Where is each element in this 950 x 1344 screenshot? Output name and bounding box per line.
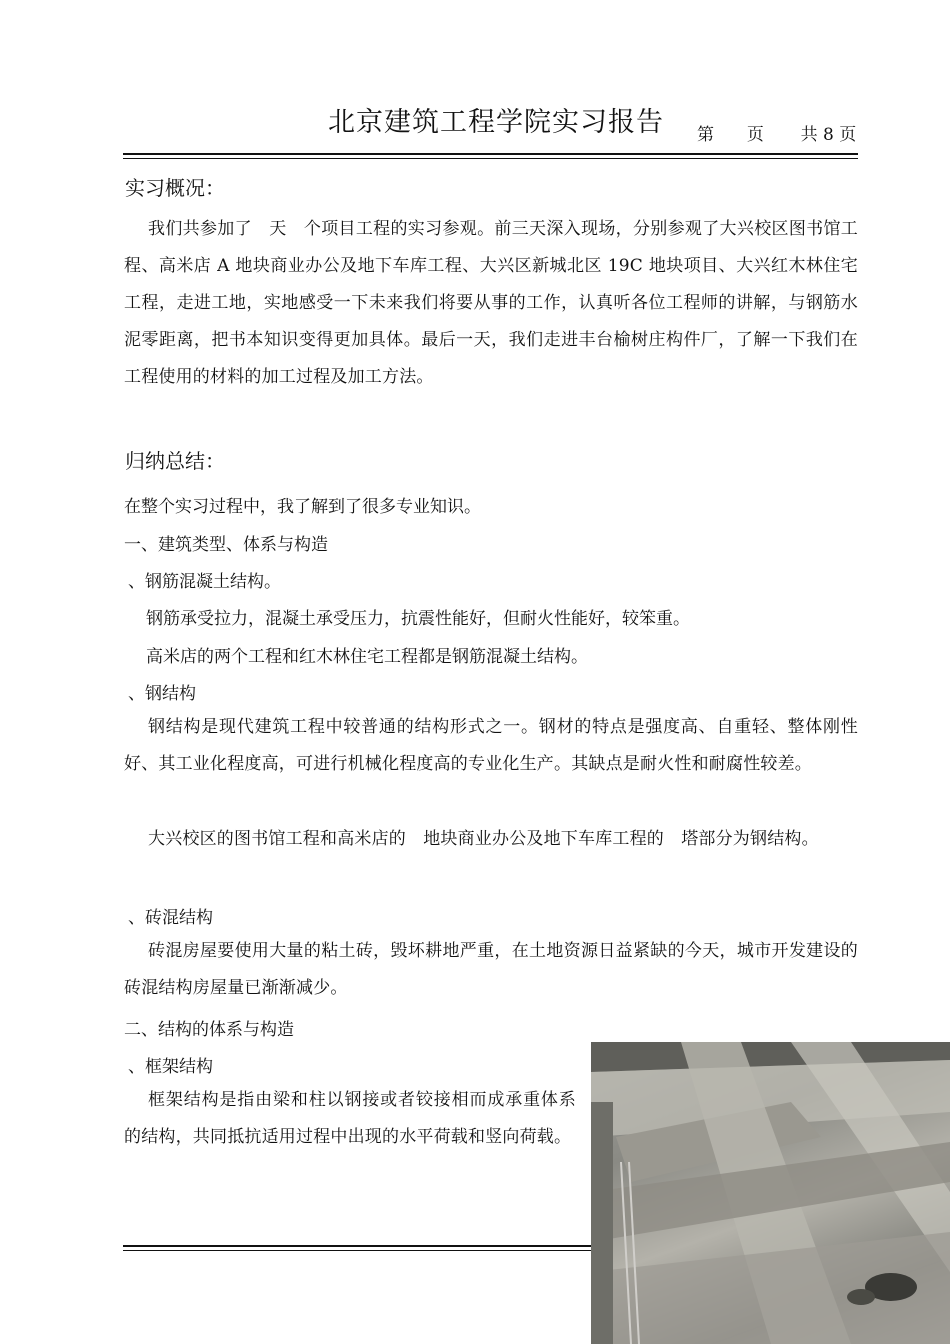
page-unit: 页 bbox=[746, 125, 764, 145]
footer-rule-thin bbox=[123, 1250, 593, 1251]
header-rule-thin bbox=[123, 158, 858, 159]
footer-rule bbox=[123, 1245, 593, 1247]
summary-intro: 在整个实习过程中，我了解到了很多专业知识。 bbox=[124, 497, 481, 517]
total-pages: 共 8 页 bbox=[800, 125, 857, 145]
frame-title: 、框架结构 bbox=[128, 1057, 213, 1077]
rc-title: 、钢筋混凝土结构。 bbox=[128, 572, 281, 592]
steel-title: 、钢结构 bbox=[128, 684, 196, 704]
report-title: 北京建筑工程学院实习报告 bbox=[328, 107, 664, 138]
header-rule bbox=[123, 153, 858, 155]
section1-title: 一、建筑类型、体系与构造 bbox=[124, 535, 328, 555]
masonry-title: 、砖混结构 bbox=[128, 908, 213, 928]
page-number bbox=[697, 120, 856, 145]
masonry-paragraph: 砖混房屋要使用大量的粘土砖，毁坏耕地严重，在土地资源日益紧缺的今天，城市开发建设的砖混结构房屋量已渐渐减少。 bbox=[124, 941, 858, 998]
overview-heading: 实习概况： bbox=[125, 176, 225, 200]
steel-paragraph-1: 钢结构是现代建筑工程中较普通的结构形式之一。钢材的特点是强度高、自重轻、整体刚性好、其工业化程度高，可进行机械化程度高的专业化生产。其缺点是耐火性和耐腐性较差。 bbox=[124, 717, 858, 774]
frame-structure-photo bbox=[591, 1042, 950, 1344]
overview-paragraph: 我们共参加了 天 个项目工程的实习参观。前三天深入现场，分别参观了大兴校区图书馆工程、高米店 A 地块商业办公及地下车库工程、大兴区新城北区 19C 地块项目、大兴红木林住宅工程，走进工地，实地感受一下未来我们将要从事的工作，认真听各位工程师的讲解，与钢筋水泥零距离，把书本知识变得更加具体。最后一天，我们走进丰台榆树庄构件厂，了解一下我们在工程使用的材料的加工过程及加工方法。 bbox=[124, 219, 858, 387]
page-prefix: 第 bbox=[697, 125, 714, 145]
summary-heading: 归纳总结： bbox=[125, 449, 225, 473]
section2-title: 二、结构的体系与构造 bbox=[124, 1020, 294, 1040]
steel-paragraph-2: 大兴校区的图书馆工程和高米店的 地块商业办公及地下车库工程的 塔部分为钢结构。 bbox=[148, 829, 819, 849]
frame-paragraph: 框架结构是指由梁和柱以钢接或者铰接相而成承重体系的结构，共同抵抗适用过程中出现的水平荷载和竖向荷载。 bbox=[124, 1090, 576, 1147]
rc-paragraph-1: 钢筋承受拉力，混凝土承受压力，抗震性能好，但耐火性能好，较笨重。 bbox=[146, 609, 690, 629]
rc-paragraph-2: 高米店的两个工程和红木林住宅工程都是钢筋混凝土结构。 bbox=[146, 647, 588, 667]
